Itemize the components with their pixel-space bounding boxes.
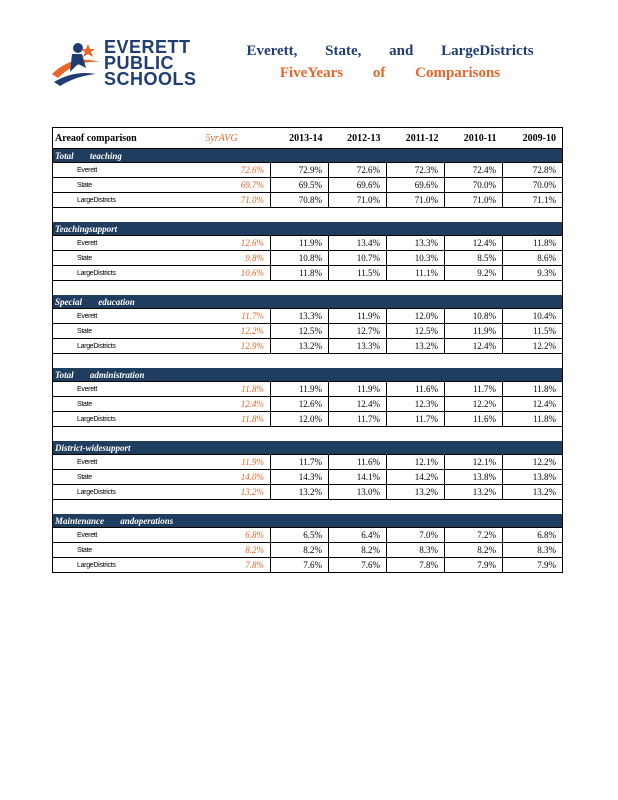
row-label: State bbox=[53, 251, 173, 266]
year-value: 11.7% bbox=[387, 412, 445, 427]
year-value: 14.3% bbox=[271, 470, 329, 485]
five-year-average: 9.8% bbox=[173, 251, 271, 266]
document-title bbox=[240, 40, 540, 84]
year-value: 7.6% bbox=[271, 558, 329, 573]
spacer-cell bbox=[53, 500, 563, 515]
year-value: 12.0% bbox=[387, 309, 445, 324]
year-value: 11.8% bbox=[503, 412, 563, 427]
year-value: 13.8% bbox=[503, 470, 563, 485]
five-year-average: 11.9% bbox=[173, 455, 271, 470]
five-year-average: 12.4% bbox=[173, 397, 271, 412]
year-value: 7.2% bbox=[445, 528, 503, 543]
five-year-average: 72.6% bbox=[173, 163, 271, 178]
year-value: 8.5% bbox=[445, 251, 503, 266]
row-label: Everett bbox=[53, 309, 173, 324]
column-header: 2012-13 bbox=[329, 128, 387, 149]
table-row bbox=[53, 470, 563, 485]
five-year-average: 12.6% bbox=[173, 236, 271, 251]
title-line-2: FiveYears of Comparisons bbox=[279, 65, 501, 81]
section-title: Total teaching bbox=[53, 149, 563, 163]
year-value: 7.9% bbox=[445, 558, 503, 573]
logo-line: SCHOOLS bbox=[104, 69, 197, 89]
table-row bbox=[53, 543, 563, 558]
year-value: 11.9% bbox=[329, 309, 387, 324]
year-value: 13.0% bbox=[329, 485, 387, 500]
year-value: 12.2% bbox=[503, 339, 563, 354]
year-value: 10.8% bbox=[271, 251, 329, 266]
row-label: LargeDistricts bbox=[53, 339, 173, 354]
five-year-average: 12.9% bbox=[173, 339, 271, 354]
year-value: 11.9% bbox=[445, 324, 503, 339]
five-year-average: 11.7% bbox=[173, 309, 271, 324]
year-value: 11.6% bbox=[387, 382, 445, 397]
table-body bbox=[53, 149, 563, 573]
year-value: 70.0% bbox=[503, 178, 563, 193]
year-value: 11.7% bbox=[329, 412, 387, 427]
year-value: 11.6% bbox=[445, 412, 503, 427]
year-value: 7.6% bbox=[329, 558, 387, 573]
table-row bbox=[53, 236, 563, 251]
five-year-average: 11.8% bbox=[173, 412, 271, 427]
year-value: 6.8% bbox=[503, 528, 563, 543]
logo-text bbox=[104, 39, 197, 87]
table-row bbox=[53, 558, 563, 573]
section-spacer bbox=[53, 427, 563, 442]
five-year-average: 69.7% bbox=[173, 178, 271, 193]
year-value: 69.5% bbox=[271, 178, 329, 193]
section-header-row bbox=[53, 149, 563, 163]
year-value: 13.2% bbox=[271, 339, 329, 354]
table-row bbox=[53, 382, 563, 397]
year-value: 13.2% bbox=[503, 485, 563, 500]
year-value: 69.6% bbox=[329, 178, 387, 193]
year-value: 11.5% bbox=[503, 324, 563, 339]
section-spacer bbox=[53, 281, 563, 296]
section-header-row bbox=[53, 441, 563, 455]
table-row bbox=[53, 339, 563, 354]
row-label: State bbox=[53, 470, 173, 485]
year-value: 72.8% bbox=[503, 163, 563, 178]
year-value: 71.1% bbox=[503, 193, 563, 208]
section-title: Teachingsupport bbox=[53, 222, 563, 236]
year-value: 12.1% bbox=[445, 455, 503, 470]
five-year-average: 12.2% bbox=[173, 324, 271, 339]
year-value: 12.7% bbox=[329, 324, 387, 339]
comparison-table bbox=[52, 127, 563, 573]
year-value: 13.2% bbox=[387, 339, 445, 354]
table-row bbox=[53, 412, 563, 427]
row-label: LargeDistricts bbox=[53, 558, 173, 573]
year-value: 12.4% bbox=[445, 339, 503, 354]
table-row bbox=[53, 193, 563, 208]
year-value: 12.4% bbox=[503, 397, 563, 412]
year-value: 13.8% bbox=[445, 470, 503, 485]
section-header-row bbox=[53, 295, 563, 309]
year-value: 11.6% bbox=[329, 455, 387, 470]
year-value: 11.7% bbox=[271, 455, 329, 470]
year-value: 14.2% bbox=[387, 470, 445, 485]
section-title: District-widesupport bbox=[53, 441, 563, 455]
five-year-average: 6.8% bbox=[173, 528, 271, 543]
section-header-row bbox=[53, 222, 563, 236]
year-value: 8.3% bbox=[387, 543, 445, 558]
year-value: 12.5% bbox=[271, 324, 329, 339]
spacer-cell bbox=[53, 281, 563, 296]
row-label: Everett bbox=[53, 163, 173, 178]
five-year-average: 11.8% bbox=[173, 382, 271, 397]
five-year-average: 71.0% bbox=[173, 193, 271, 208]
year-value: 11.8% bbox=[503, 236, 563, 251]
runner-star-icon bbox=[48, 38, 106, 96]
column-header: 2009-10 bbox=[503, 128, 563, 149]
year-value: 72.3% bbox=[387, 163, 445, 178]
section-spacer bbox=[53, 208, 563, 223]
year-value: 12.5% bbox=[387, 324, 445, 339]
section-header-row bbox=[53, 514, 563, 528]
year-value: 12.6% bbox=[271, 397, 329, 412]
spacer-cell bbox=[53, 427, 563, 442]
title-line-1: Everett, State, and LargeDistricts bbox=[246, 43, 534, 59]
row-label: State bbox=[53, 178, 173, 193]
year-value: 14.1% bbox=[329, 470, 387, 485]
year-value: 11.1% bbox=[387, 266, 445, 281]
year-value: 11.9% bbox=[271, 236, 329, 251]
year-value: 12.4% bbox=[445, 236, 503, 251]
spacer-cell bbox=[53, 354, 563, 369]
year-value: 11.9% bbox=[271, 382, 329, 397]
row-label: Everett bbox=[53, 236, 173, 251]
year-value: 6.4% bbox=[329, 528, 387, 543]
year-value: 12.4% bbox=[329, 397, 387, 412]
row-label: LargeDistricts bbox=[53, 193, 173, 208]
column-header: 5yrAVG bbox=[173, 128, 271, 149]
logo-line: PUBLIC bbox=[104, 53, 174, 73]
year-value: 9.2% bbox=[445, 266, 503, 281]
year-value: 9.3% bbox=[503, 266, 563, 281]
row-label: LargeDistricts bbox=[53, 485, 173, 500]
year-value: 70.8% bbox=[271, 193, 329, 208]
year-value: 13.2% bbox=[387, 485, 445, 500]
year-value: 13.3% bbox=[387, 236, 445, 251]
year-value: 10.7% bbox=[329, 251, 387, 266]
five-year-average: 14.0% bbox=[173, 470, 271, 485]
table-row bbox=[53, 309, 563, 324]
year-value: 12.1% bbox=[387, 455, 445, 470]
year-value: 10.4% bbox=[503, 309, 563, 324]
row-label: Everett bbox=[53, 455, 173, 470]
year-value: 13.2% bbox=[445, 485, 503, 500]
section-title: Special education bbox=[53, 295, 563, 309]
row-label: LargeDistricts bbox=[53, 266, 173, 281]
year-value: 10.3% bbox=[387, 251, 445, 266]
row-label: State bbox=[53, 543, 173, 558]
everett-public-schools-logo bbox=[48, 38, 198, 96]
year-value: 8.2% bbox=[271, 543, 329, 558]
row-label: Everett bbox=[53, 528, 173, 543]
table-row bbox=[53, 397, 563, 412]
column-header: Areaof comparison bbox=[53, 128, 173, 149]
year-value: 72.9% bbox=[271, 163, 329, 178]
row-label: LargeDistricts bbox=[53, 412, 173, 427]
five-year-average: 7.8% bbox=[173, 558, 271, 573]
year-value: 12.2% bbox=[503, 455, 563, 470]
year-value: 6.5% bbox=[271, 528, 329, 543]
year-value: 11.8% bbox=[271, 266, 329, 281]
year-value: 72.4% bbox=[445, 163, 503, 178]
year-value: 11.8% bbox=[503, 382, 563, 397]
table-row bbox=[53, 251, 563, 266]
year-value: 8.2% bbox=[445, 543, 503, 558]
row-label: State bbox=[53, 324, 173, 339]
section-title: Maintenance andoperations bbox=[53, 514, 563, 528]
table-row bbox=[53, 528, 563, 543]
year-value: 72.6% bbox=[329, 163, 387, 178]
year-value: 13.2% bbox=[271, 485, 329, 500]
five-year-average: 10.6% bbox=[173, 266, 271, 281]
table-row bbox=[53, 266, 563, 281]
year-value: 12.2% bbox=[445, 397, 503, 412]
column-header: 2013-14 bbox=[271, 128, 329, 149]
header-row bbox=[53, 128, 563, 149]
table-row bbox=[53, 163, 563, 178]
section-title: Total administration bbox=[53, 368, 563, 382]
year-value: 70.0% bbox=[445, 178, 503, 193]
section-spacer bbox=[53, 354, 563, 369]
year-value: 12.0% bbox=[271, 412, 329, 427]
year-value: 13.3% bbox=[329, 339, 387, 354]
year-value: 11.5% bbox=[329, 266, 387, 281]
year-value: 7.8% bbox=[387, 558, 445, 573]
table-row bbox=[53, 178, 563, 193]
year-value: 12.3% bbox=[387, 397, 445, 412]
row-label: Everett bbox=[53, 382, 173, 397]
column-header: 2010-11 bbox=[445, 128, 503, 149]
column-header: 2011-12 bbox=[387, 128, 445, 149]
section-spacer bbox=[53, 500, 563, 515]
year-value: 7.0% bbox=[387, 528, 445, 543]
year-value: 8.6% bbox=[503, 251, 563, 266]
year-value: 71.0% bbox=[387, 193, 445, 208]
section-header-row bbox=[53, 368, 563, 382]
year-value: 8.3% bbox=[503, 543, 563, 558]
year-value: 8.2% bbox=[329, 543, 387, 558]
logo-line: EVERETT bbox=[104, 37, 191, 57]
spacer-cell bbox=[53, 208, 563, 223]
year-value: 11.7% bbox=[445, 382, 503, 397]
table-row bbox=[53, 324, 563, 339]
year-value: 10.8% bbox=[445, 309, 503, 324]
five-year-average: 8.2% bbox=[173, 543, 271, 558]
year-value: 13.4% bbox=[329, 236, 387, 251]
year-value: 7.9% bbox=[503, 558, 563, 573]
row-label: State bbox=[53, 397, 173, 412]
year-value: 71.0% bbox=[445, 193, 503, 208]
table-row bbox=[53, 485, 563, 500]
year-value: 71.0% bbox=[329, 193, 387, 208]
table-row bbox=[53, 455, 563, 470]
five-year-average: 13.2% bbox=[173, 485, 271, 500]
year-value: 69.6% bbox=[387, 178, 445, 193]
year-value: 13.3% bbox=[271, 309, 329, 324]
year-value: 11.9% bbox=[329, 382, 387, 397]
